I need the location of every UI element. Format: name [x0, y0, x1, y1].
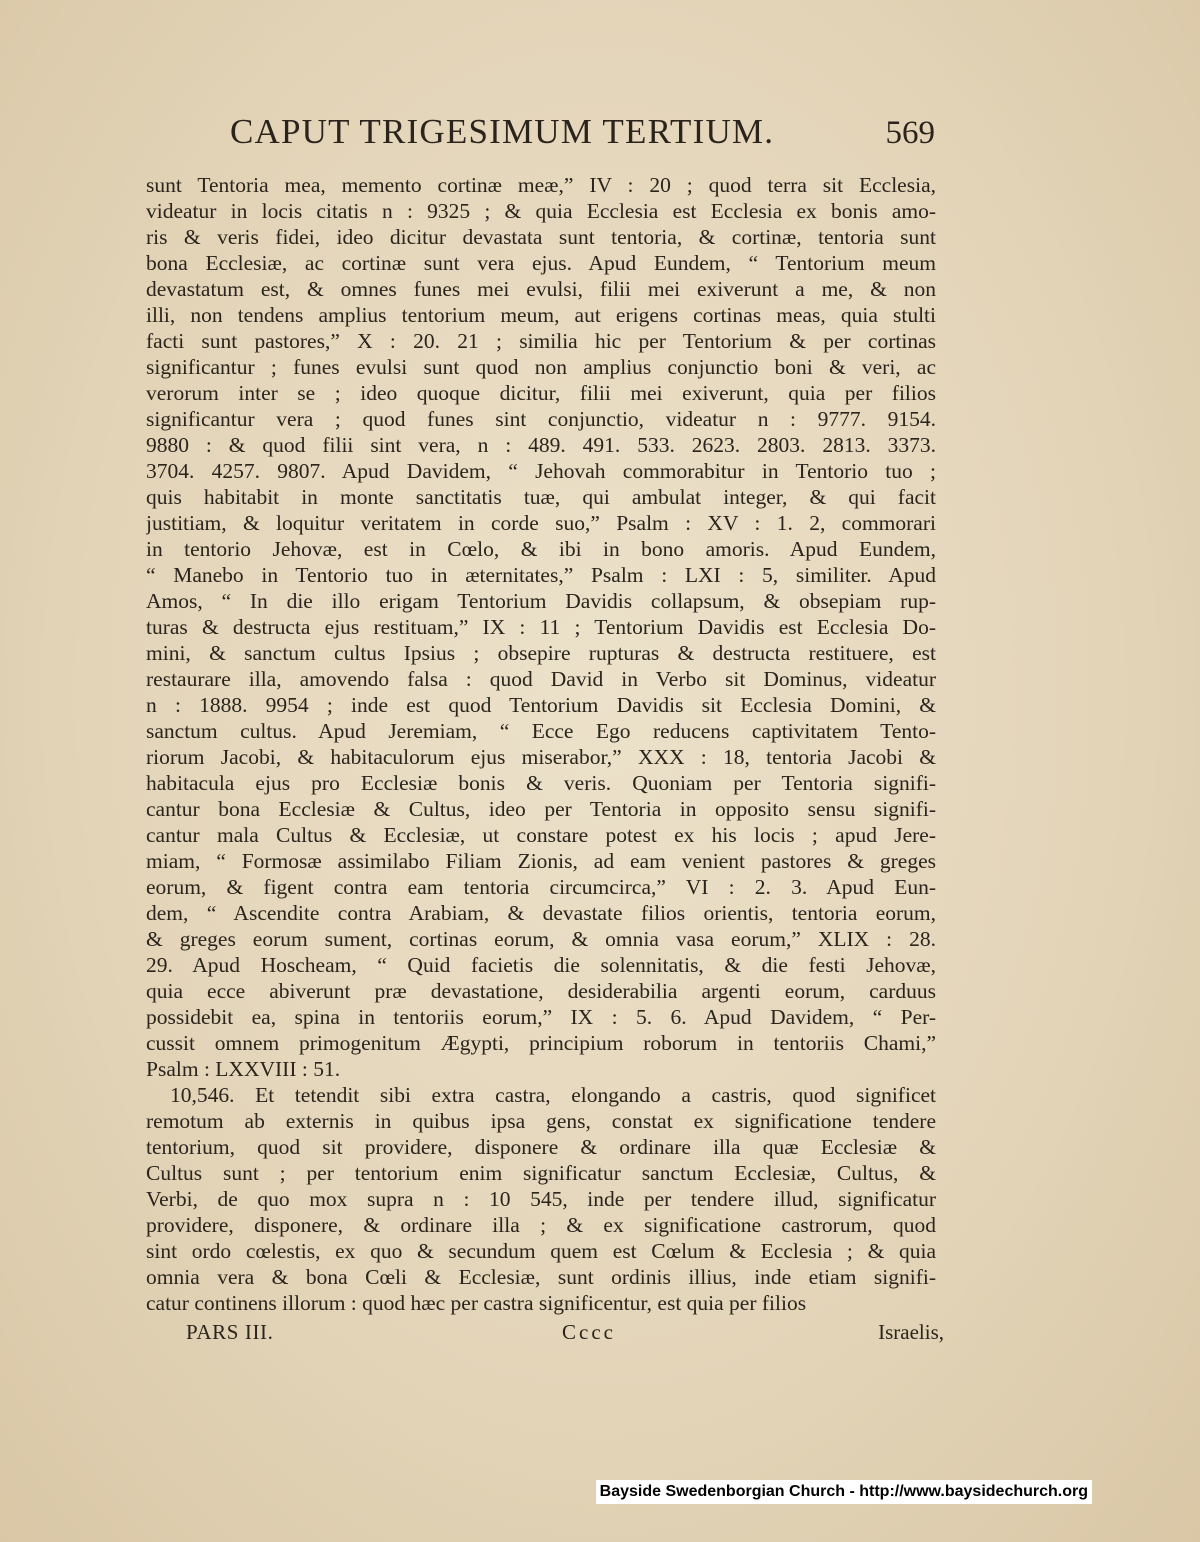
text-line: restaurare illa, amovendo falsa : quod David in Verbo sit Dominus, videatur: [146, 667, 936, 691]
text-line: sint ordo cœlestis, ex quo & secundum quem est Cœlum & Ecclesia ; & quia: [146, 1239, 936, 1263]
text-line: omnia vera & bona Cœli & Ecclesiæ, sunt ordinis illius, inde etiam signifi-: [146, 1265, 936, 1289]
text-line: cussit omnem primogenitum Ægypti, principium roborum in tentoriis Chami,”: [146, 1031, 936, 1055]
text-line: cantur bona Ecclesiæ & Cultus, ideo per Tentoria in opposito sensu signifi-: [146, 797, 936, 821]
signature-mark: Cccc: [562, 1320, 616, 1344]
text-line: illi, non tendens amplius tentorium meum, aut erigens cortinas meas, quia stulti: [146, 303, 936, 327]
text-line: n : 1888. 9954 ; inde est quod Tentorium Davidis sit Ecclesia Domini, &: [146, 693, 936, 717]
text-line: 9880 : & quod filii sint vera, n : 489. 491. 533. 2623. 2803. 2813. 3373.: [146, 433, 936, 457]
text-line: possidebit ea, spina in tentoriis eorum,” IX : 5. 6. Apud Davidem, “ Per-: [146, 1005, 936, 1029]
text-line: ris & veris fidei, ideo dicitur devastata sunt tentoria, & cortinæ, tentoria sunt: [146, 225, 936, 249]
text-line: mini, & sanctum cultus Ipsius ; obsepire rupturas & destructa restituere, est: [146, 641, 936, 665]
text-line: significantur ; funes evulsi sunt quod non amplius conjunctio boni & veri, ac: [146, 355, 936, 379]
text-line: riorum Jacobi, & habitaculorum ejus miserabor,” XXX : 18, tentoria Jacobi &: [146, 745, 936, 769]
text-line: turas & destructa ejus restituam,” IX : 11 ; Tentorium Davidis est Ecclesia Do-: [146, 615, 936, 639]
text-line: providere, disponere, & ordinare illa ; & ex significatione castrorum, quod: [146, 1213, 936, 1237]
text-line: quis habitabit in monte sanctitatis tuæ, qui ambulat integer, & qui facit: [146, 485, 936, 509]
text-line: Psalm : LXXVIII : 51.: [146, 1057, 341, 1081]
text-line: facti sunt pastores,” X : 20. 21 ; similia hic per Tentorium & per cortinas: [146, 329, 936, 353]
text-line: sunt Tentoria mea, memento cortinæ meæ,” IV : 20 ; quod terra sit Ecclesia,: [146, 173, 936, 197]
text-line: Cultus sunt ; per tentorium enim significatur sanctum Ecclesiæ, Cultus, &: [146, 1161, 936, 1185]
text-line: cantur mala Cultus & Ecclesiæ, ut constare potest ex his locis ; apud Jere-: [146, 823, 936, 847]
text-line: significantur vera ; quod funes sint conjunctio, videatur n : 9777. 9154.: [146, 407, 936, 431]
catchword: Israelis,: [878, 1320, 944, 1344]
text-line: quia ecce abiverunt præ devastatione, desiderabilia argenti eorum, carduus: [146, 979, 936, 1003]
part-label: PARS III.: [186, 1320, 274, 1344]
text-line: Amos, “ In die illo erigam Tentorium Davidis collapsum, & obsepiam rup-: [146, 589, 936, 613]
page-number: 569: [885, 115, 935, 151]
chapter-title: CAPUT TRIGESIMUM TERTIUM.: [230, 112, 775, 151]
text-line: videatur in locis citatis n : 9325 ; & quia Ecclesia est Ecclesia ex bonis amo-: [146, 199, 936, 223]
text-line: verorum inter se ; ideo quoque dicitur, filii mei exiverunt, quia per filios: [146, 381, 936, 405]
text-line: miam, “ Formosæ assimilabo Filiam Zionis, ad eam venient pastores & greges: [146, 849, 936, 873]
text-line: & greges eorum sument, cortinas eorum, & omnia vasa eorum,” XLIX : 28.: [146, 927, 936, 951]
watermark-banner: Bayside Swedenborgian Church - http://www.baysidechurch.org: [596, 1480, 1092, 1504]
text-line: Verbi, de quo mox supra n : 10 545, inde per tendere illud, significatur: [146, 1187, 936, 1211]
text-line: eorum, & figent contra eam tentoria circumcirca,” VI : 2. 3. Apud Eun-: [146, 875, 936, 899]
text-line: justitiam, & loquitur veritatem in corde suo,” Psalm : XV : 1. 2, commorari: [146, 511, 936, 535]
page-footer: [186, 1320, 944, 1350]
text-line: habitacula ejus pro Ecclesiæ bonis & veris. Quoniam per Tentoria signifi-: [146, 771, 936, 795]
text-line: bona Ecclesiæ, ac cortinæ sunt vera ejus. Apud Eundem, “ Tentorium meum: [146, 251, 936, 275]
text-line: catur continens illorum : quod hæc per castra significentur, est quia per filios: [146, 1291, 807, 1315]
text-line: 3704. 4257. 9807. Apud Davidem, “ Jehovah commorabitur in Tentorio tuo ;: [146, 459, 936, 483]
text-line: dem, “ Ascendite contra Arabiam, & devastate filios orientis, tentoria eorum,: [146, 901, 936, 925]
text-line: remotum ab externis in quibus ipsa gens, constat ex significatione tendere: [146, 1109, 936, 1133]
running-header: [230, 112, 935, 162]
text-line: 10,546. Et tetendit sibi extra castra, elongando a castris, quod significet: [170, 1083, 936, 1107]
text-body: [146, 172, 936, 1316]
text-line: in tentorio Jehovæ, est in Cœlo, & ibi in bono amoris. Apud Eundem,: [146, 537, 936, 561]
text-line: sanctum cultus. Apud Jeremiam, “ Ecce Ego reducens captivitatem Tento-: [146, 719, 936, 743]
text-line: “ Manebo in Tentorio tuo in æternitates,” Psalm : LXI : 5, similiter. Apud: [146, 563, 936, 587]
text-line: 29. Apud Hoscheam, “ Quid facietis die solennitatis, & die festi Jehovæ,: [146, 953, 936, 977]
text-line: tentorium, quod sit providere, disponere & ordinare illa quæ Ecclesiæ &: [146, 1135, 936, 1159]
text-line: devastatum est, & omnes funes mei evulsi, filii mei exiverunt a me, & non: [146, 277, 936, 301]
